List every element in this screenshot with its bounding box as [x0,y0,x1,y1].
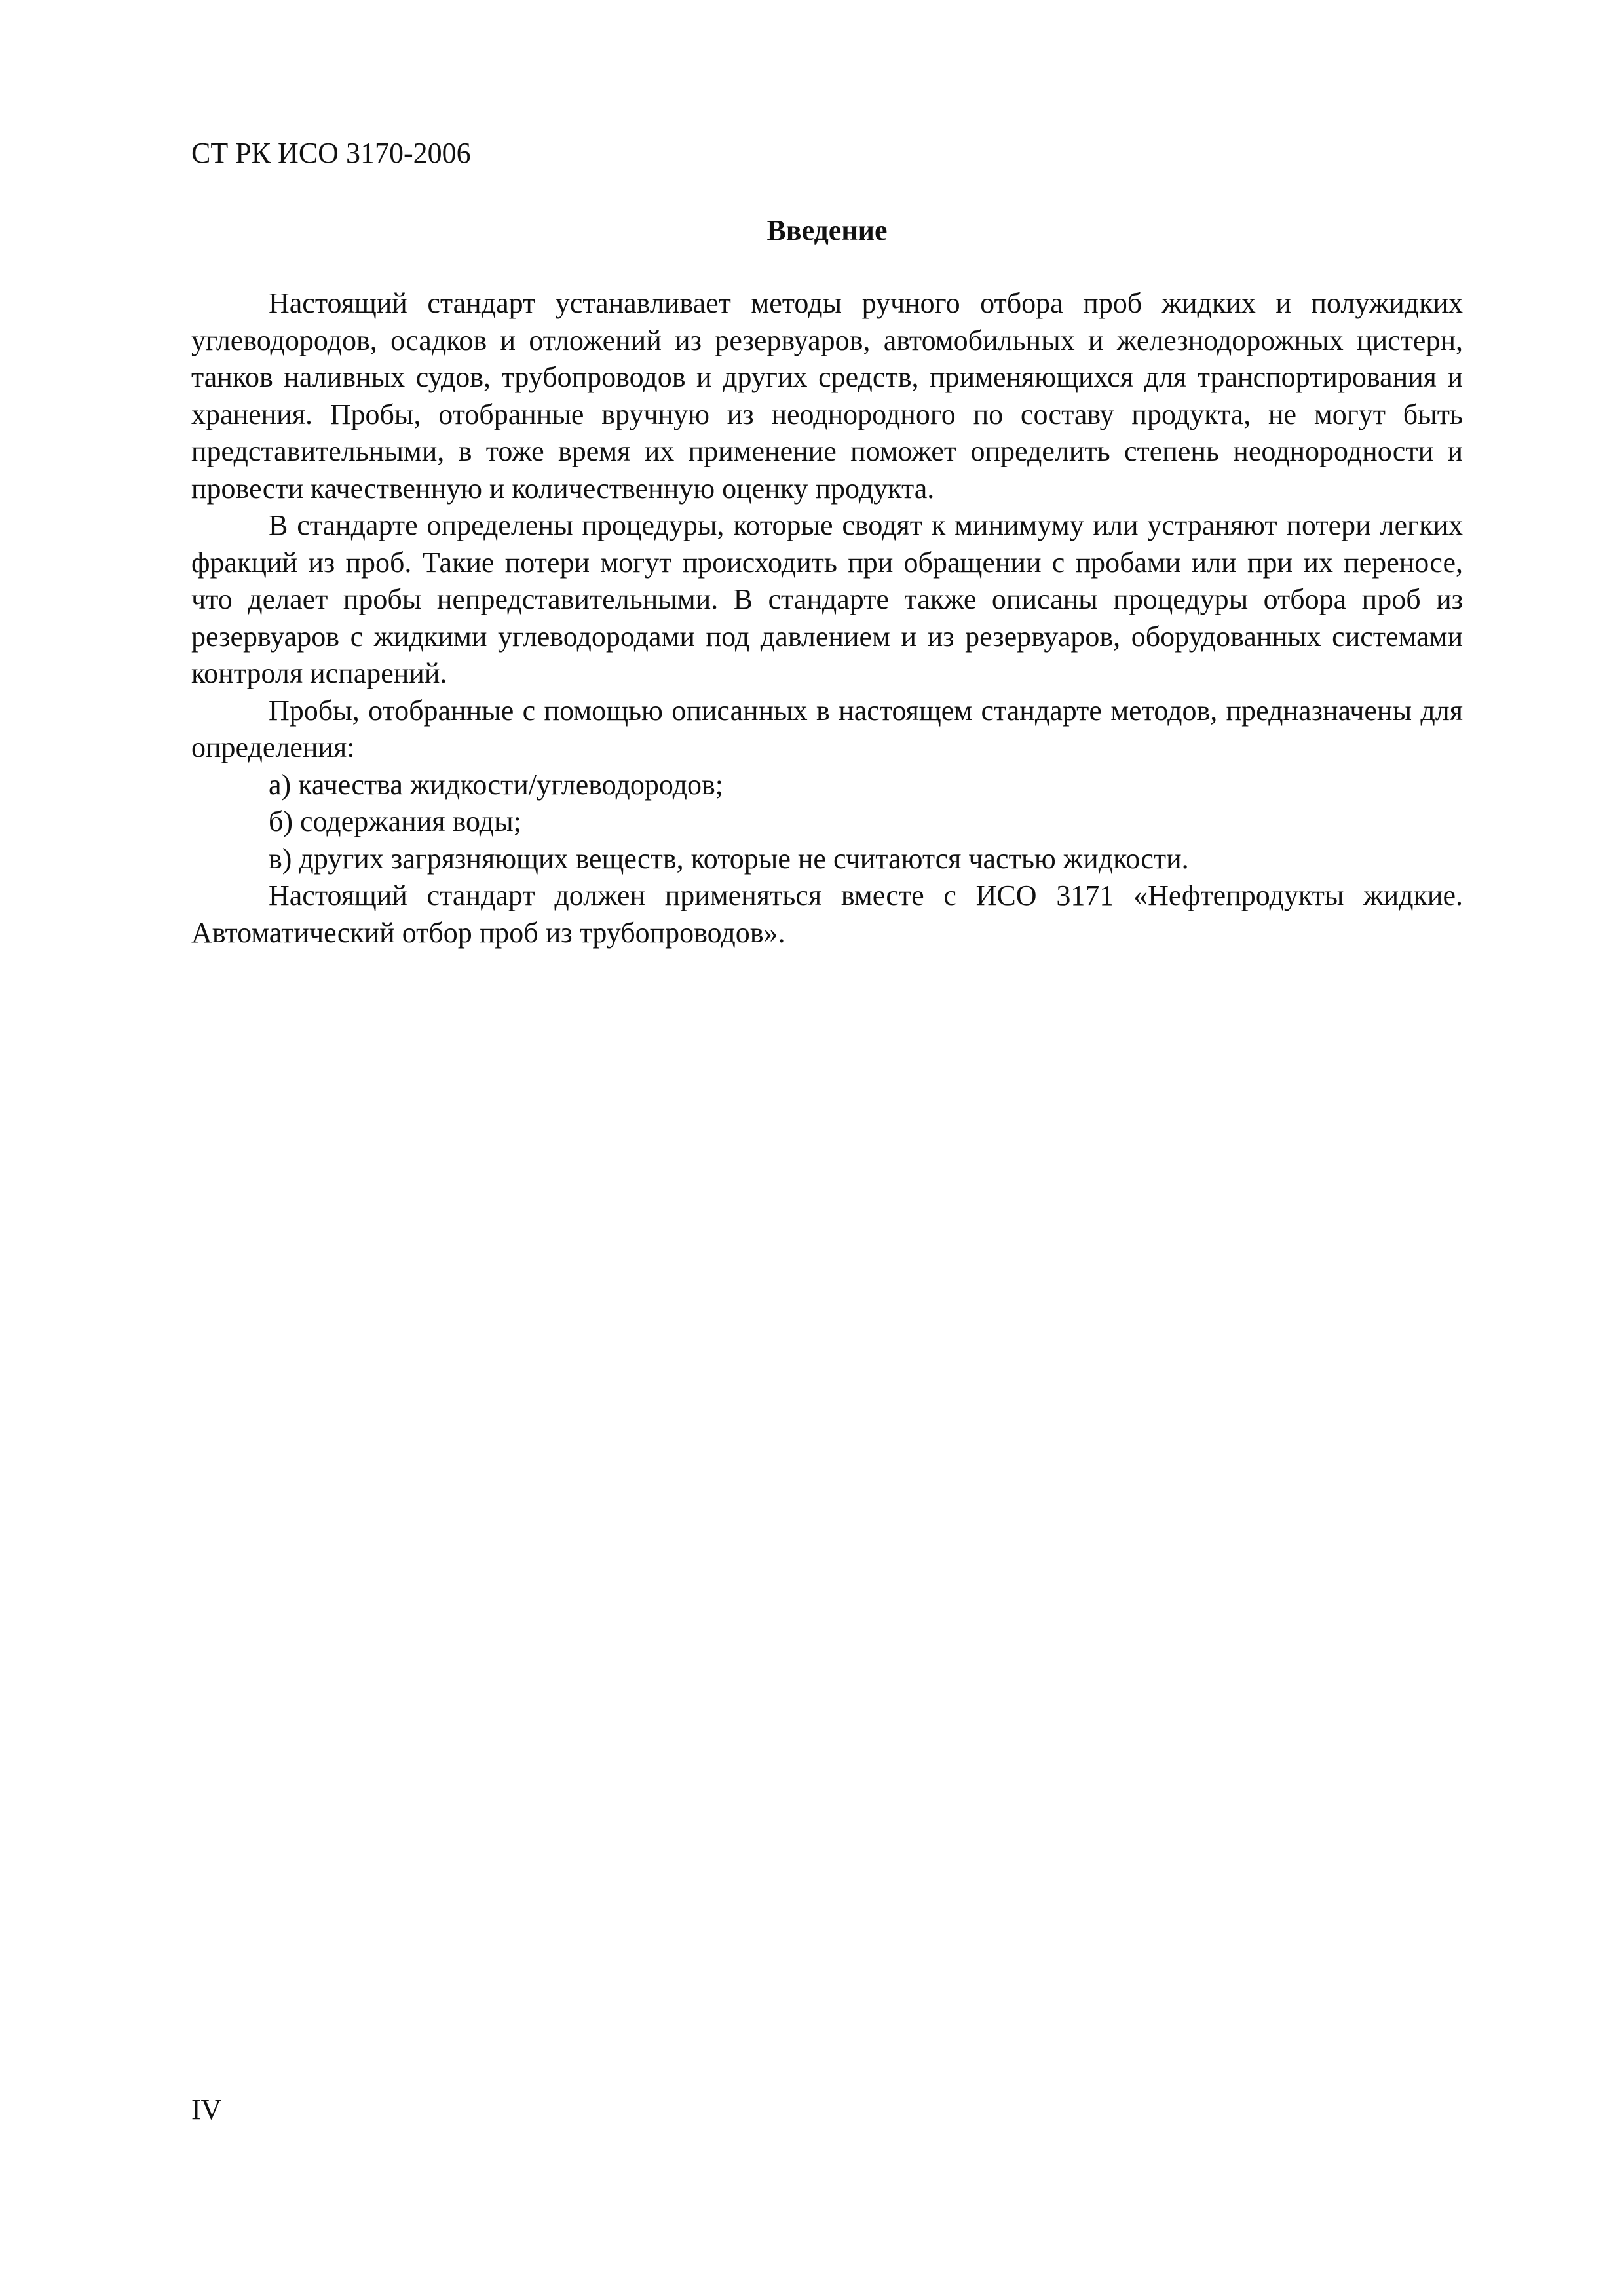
paragraph-purpose: Пробы, отобранные с помощью описанных в настоящем стандарте методов, предназначены для определения: [191,694,1463,763]
paragraph-scope: Настоящий стандарт устанавливает методы ручного отбора проб жидких и полужидких углеводородов, осадков и отложений из резервуаров, автомобильных и железнодорожных цистерн, танков наливных судов, трубопроводов и других средств, применяющихся для транспортирования и хранения. Пробы, отобранные вручную из неоднородного по составу продукта, не могут быть представительными, в тоже время их применение поможет определить степень неоднородности и провести качественную и количественную оценку продукта. [191,287,1463,505]
list-item-contaminants: в) других загрязняющих веществ, которые не считаются частью жидкости. [269,842,1189,875]
paragraph-procedures: В стандарте определены процедуры, которые сводят к минимуму или устраняют потери легких фракций из проб. Такие потери могут происходить при обращении с пробами или при их переносе, что делает пробы непредставительными. В стандарте также описаны процедуры отбора проб из резервуаров с жидкими углеводородами под давлением и из резервуаров, оборудованных системами контроля испарений. [191,509,1463,689]
paragraph-reference: Настоящий стандарт должен применяться вместе с ИСО 3171 «Нефтепродукты жидкие. Автоматический отбор проб из трубопроводов». [191,879,1463,949]
list-item-water: б) содержания воды; [269,805,521,837]
section-title: Введение [766,214,888,246]
document-code: СТ РК ИСО 3170-2006 [191,137,471,169]
introduction-body [191,285,1463,951]
page-number: IV [191,2094,222,2126]
list-item-quality: а) качества жидкости/углеводородов; [269,768,724,801]
